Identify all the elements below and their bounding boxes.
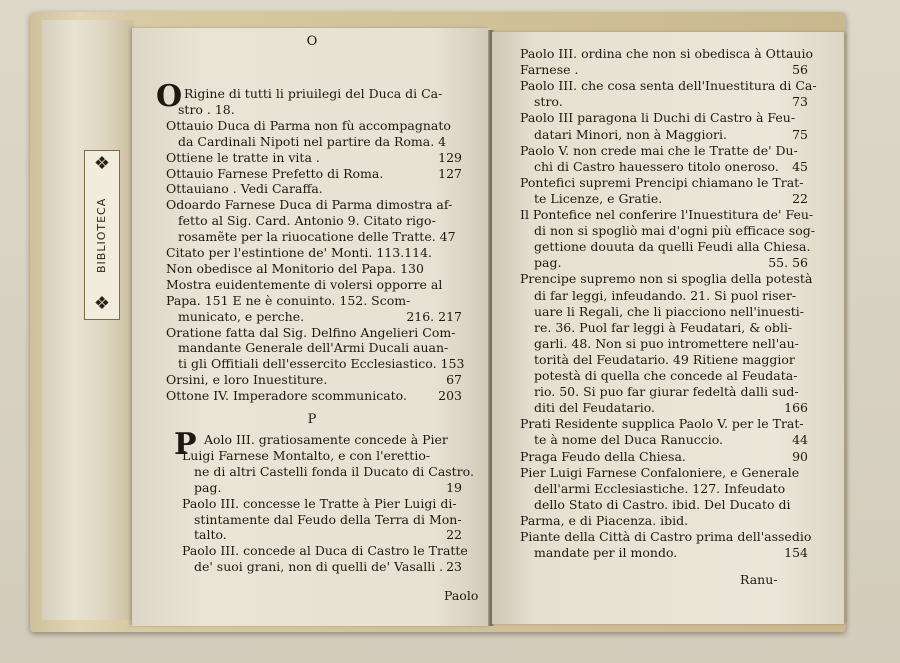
index-line: di non si spogliò mai d'ogni più efficace sog- bbox=[534, 223, 815, 239]
index-line: Orsini, e loro Inuestiture. bbox=[166, 372, 328, 388]
index-line: pag. bbox=[534, 255, 562, 271]
page-reference: 73 bbox=[792, 94, 808, 110]
page-reference: 55. 56 bbox=[768, 255, 808, 271]
index-line: Luigi Farnese Montalto, e con l'erettio- bbox=[182, 447, 431, 463]
index-line: torità del Feudatario. 49 Ritiene maggior bbox=[534, 351, 795, 367]
catchword-left: Paolo bbox=[444, 588, 479, 603]
index-line: Pontefici supremi Prencipi chiamano le Trat- bbox=[520, 174, 804, 190]
index-line: Oratione fatta dal Sig. Delfino Angelieri Com- bbox=[166, 324, 456, 340]
spine-ornament-top: ❖ bbox=[93, 153, 111, 174]
index-line: Ottauiano . Vedi Caraffa. bbox=[166, 181, 323, 197]
index-line: Paolo III paragona li Duchi di Castro à Feu- bbox=[520, 110, 796, 126]
page-reference: 67 bbox=[446, 372, 462, 388]
index-line: Ottiene le tratte in vita . bbox=[166, 149, 320, 165]
index-line: gettione douuta da quelli Feudi alla Chiesa. bbox=[534, 239, 811, 255]
page-reference: 129 bbox=[438, 149, 462, 165]
left-entries-p bbox=[132, 28, 490, 626]
catchword-right: Ranu- bbox=[740, 572, 778, 587]
page-reference: 166 bbox=[784, 400, 808, 416]
page-reference: 22 bbox=[446, 527, 462, 543]
index-line: Prencipe supremo non si spoglia della potestà bbox=[520, 271, 813, 287]
index-line: mandate per il mondo. bbox=[534, 545, 678, 561]
index-line: ne di altri Castelli fonda il Ducato di Castro. bbox=[194, 463, 474, 479]
dropcap-o: O bbox=[156, 79, 183, 114]
page-reference: 154 bbox=[784, 545, 808, 561]
index-line: stintamente dal Feudo della Terra di Mon- bbox=[194, 511, 462, 527]
dropcap-p: P bbox=[174, 427, 197, 462]
page-reference: 45 bbox=[792, 158, 808, 174]
index-line: talto. bbox=[194, 527, 227, 543]
index-line: te Licenze, e Gratie. bbox=[534, 190, 663, 206]
spine-label bbox=[84, 150, 120, 320]
index-line: Paolo III. concede al Duca di Castro le Tratte bbox=[182, 543, 468, 559]
index-line: ti gli Offitiali dell'essercito Ecclesiastico. 153 bbox=[178, 356, 465, 372]
index-line: Odoardo Farnese Duca di Parma dimostra af- bbox=[166, 197, 453, 213]
index-line: dell'armi Ecclesiastiche. 127. Infeudato bbox=[534, 480, 786, 496]
index-line: Piante della Città di Castro prima dell'assedio bbox=[520, 529, 812, 544]
index-line: fetto al Sig. Card. Antonio 9. Citato rigo- bbox=[178, 213, 436, 229]
index-line: Papa. 151 E ne è conuinto. 152. Scom- bbox=[166, 292, 411, 308]
index-line: Paolo III. concesse le Tratte à Pier Luigi di- bbox=[182, 495, 457, 511]
index-line: Citato per l'estintione de' Monti. 113.114. bbox=[166, 245, 433, 260]
index-line: Praga Feudo della Chiesa. bbox=[520, 448, 686, 464]
index-line: Paolo V. non crede mai che le Tratte de' Du- bbox=[520, 142, 798, 158]
page-reference: 19 bbox=[446, 479, 462, 495]
index-line: garli. 48. Non si puo intromettere nell'au- bbox=[534, 335, 799, 351]
page-reference: 90 bbox=[792, 448, 808, 464]
left-page bbox=[132, 28, 490, 626]
index-line: de' suoi grani, non di quelli de' Vasalli . bbox=[194, 559, 444, 575]
index-line: uare li Regali, che li piacciono nell'inuesti- bbox=[534, 303, 804, 319]
index-line: da Cardinali Nipoti nel partire da Roma. 4 bbox=[178, 133, 447, 149]
index-line: Pier Luigi Farnese Confaloniere, e Generale bbox=[520, 464, 800, 480]
index-line: municato, e perche. bbox=[178, 308, 305, 324]
index-line: pag. bbox=[194, 479, 222, 495]
index-line: diti del Feudatario. bbox=[534, 400, 655, 416]
spine-label-text: BIBLIOTECA bbox=[95, 197, 108, 273]
index-line: rio. 50. Si puo far giurar fedeltà dalli sud- bbox=[534, 384, 799, 400]
index-line: stro . 18. bbox=[178, 101, 235, 117]
right-page bbox=[492, 32, 844, 624]
index-line: Ottauio Duca di Parma non fù accompagnato bbox=[166, 117, 451, 133]
index-line: Parma, e di Piacenza. ibid. bbox=[520, 512, 689, 528]
page-reference: 23 bbox=[446, 559, 462, 575]
index-line: Paolo III. ordina che non si obedisca à Ottauio bbox=[520, 46, 813, 61]
index-line: Il Pontefice nel conferire l'Inuestitura de' Feu- bbox=[520, 207, 814, 222]
page-reference: 56 bbox=[792, 62, 808, 78]
right-entries bbox=[492, 32, 844, 624]
index-line: mandante Generale dell'Armi Ducali auan- bbox=[178, 340, 449, 356]
page-reference: 127 bbox=[438, 165, 462, 181]
index-line: dello Stato di Castro. ibid. Del Ducato di bbox=[534, 496, 791, 512]
spine-ornament-bottom: ❖ bbox=[93, 293, 111, 314]
index-line: datari Minori, non à Maggiori. bbox=[534, 126, 727, 142]
index-line: Aolo III. gratiosamente concede à Pier bbox=[204, 432, 448, 447]
index-line: stro. bbox=[534, 94, 563, 110]
index-line: potestà di quella che concede al Feudata- bbox=[534, 368, 798, 383]
book-spine bbox=[42, 20, 134, 620]
page-reference: 44 bbox=[792, 432, 808, 448]
section-letter-o: O bbox=[306, 34, 318, 49]
section-letter-p: P bbox=[307, 412, 317, 427]
index-line: te à nome del Duca Ranuccio. bbox=[534, 432, 724, 448]
page-reference: 216. 217 bbox=[406, 308, 462, 324]
index-line: Non obedisce al Monitorio del Papa. 130 bbox=[166, 260, 424, 276]
index-line: rosamẽte per la riuocatione delle Tratte. 47 bbox=[178, 229, 456, 245]
page-reference: 22 bbox=[792, 190, 808, 206]
index-line: Rigine di tutti li priuilegi del Duca di Ca- bbox=[184, 86, 443, 101]
index-line: Prati Residente supplica Paolo V. per le Trat- bbox=[520, 416, 804, 432]
page-reference: 203 bbox=[438, 388, 462, 404]
index-line: chi di Castro hauessero titolo oneroso. bbox=[534, 158, 779, 174]
index-line: re. 36. Puol far leggi à Feudatari, & obli- bbox=[534, 319, 793, 335]
index-line: Paolo III. che cosa senta dell'Inuestitura di Ca- bbox=[520, 78, 817, 94]
index-line: Ottone IV. Imperadore scommunicato. bbox=[166, 388, 407, 404]
index-line: Mostra euidentemente di volersi opporre al bbox=[166, 276, 443, 292]
index-line: Farnese . bbox=[520, 62, 579, 78]
index-line: Ottauio Farnese Prefetto di Roma. bbox=[166, 165, 384, 181]
page-reference: 75 bbox=[792, 126, 808, 142]
index-line: di far leggi, infeudando. 21. Si puol riser- bbox=[534, 287, 797, 303]
